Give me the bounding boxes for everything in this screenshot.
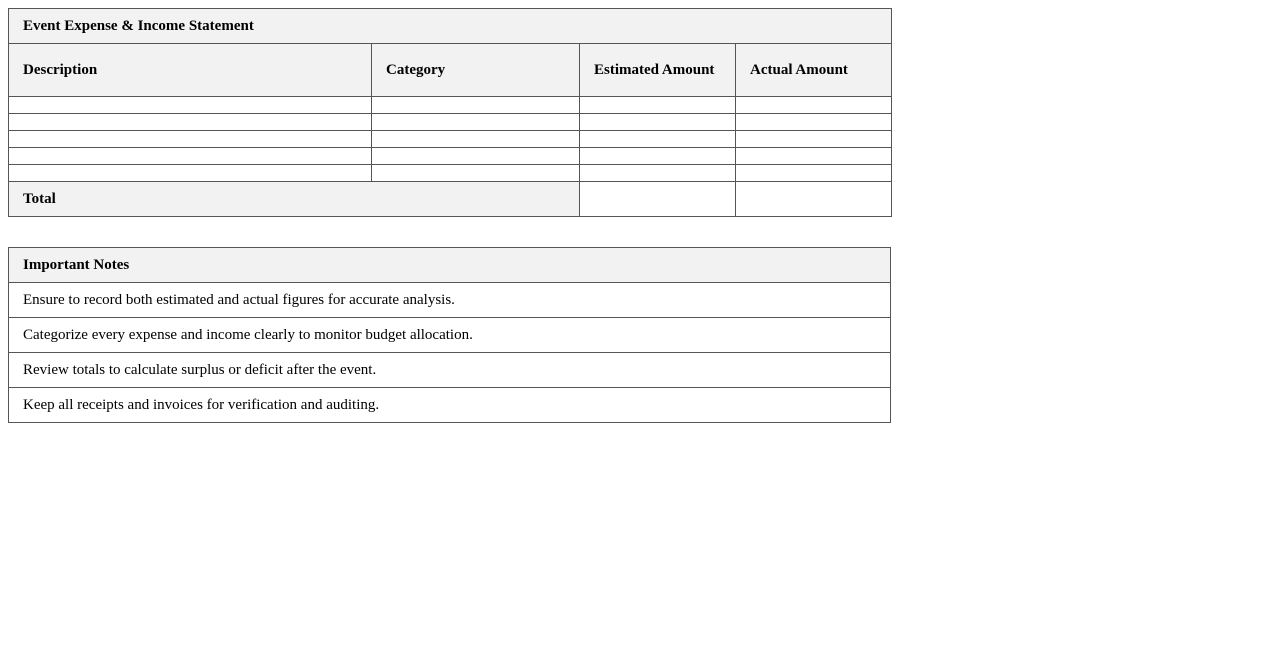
note-row [9,388,891,423]
total-label: Total [9,182,580,217]
note-row [9,283,891,318]
total-estimated-cell[interactable] [580,182,736,217]
table-row [9,97,892,114]
description-cell[interactable] [9,165,372,182]
category-cell[interactable] [372,131,580,148]
total-actual-cell[interactable] [736,182,892,217]
actual-amount-cell[interactable] [736,114,892,131]
estimated-amount-cell[interactable] [580,114,736,131]
estimated-amount-cell[interactable] [580,131,736,148]
note-item: Keep all receipts and invoices for verification and auditing. [9,388,891,423]
column-header-category: Category [372,44,580,97]
table-row [9,114,892,131]
table-title: Event Expense & Income Statement [9,9,892,44]
description-cell[interactable] [9,131,372,148]
actual-amount-cell[interactable] [736,131,892,148]
description-cell[interactable] [9,114,372,131]
category-cell[interactable] [372,148,580,165]
table-row [9,148,892,165]
total-row [9,182,892,217]
table-row [9,165,892,182]
column-header-actual-amount: Actual Amount [736,44,892,97]
column-header-estimated-amount: Estimated Amount [580,44,736,97]
column-header-description: Description [9,44,372,97]
note-item: Review totals to calculate surplus or deficit after the event. [9,353,891,388]
actual-amount-cell[interactable] [736,148,892,165]
important-notes-table [8,247,891,423]
note-row [9,353,891,388]
estimated-amount-cell[interactable] [580,148,736,165]
actual-amount-cell[interactable] [736,165,892,182]
description-cell[interactable] [9,97,372,114]
actual-amount-cell[interactable] [736,97,892,114]
estimated-amount-cell[interactable] [580,165,736,182]
note-row [9,318,891,353]
expense-income-table [8,8,892,217]
category-cell[interactable] [372,165,580,182]
note-item: Categorize every expense and income clearly to monitor budget allocation. [9,318,891,353]
estimated-amount-cell[interactable] [580,97,736,114]
notes-title: Important Notes [9,248,891,283]
table-row [9,131,892,148]
description-cell[interactable] [9,148,372,165]
category-cell[interactable] [372,97,580,114]
category-cell[interactable] [372,114,580,131]
note-item: Ensure to record both estimated and actual figures for accurate analysis. [9,283,891,318]
